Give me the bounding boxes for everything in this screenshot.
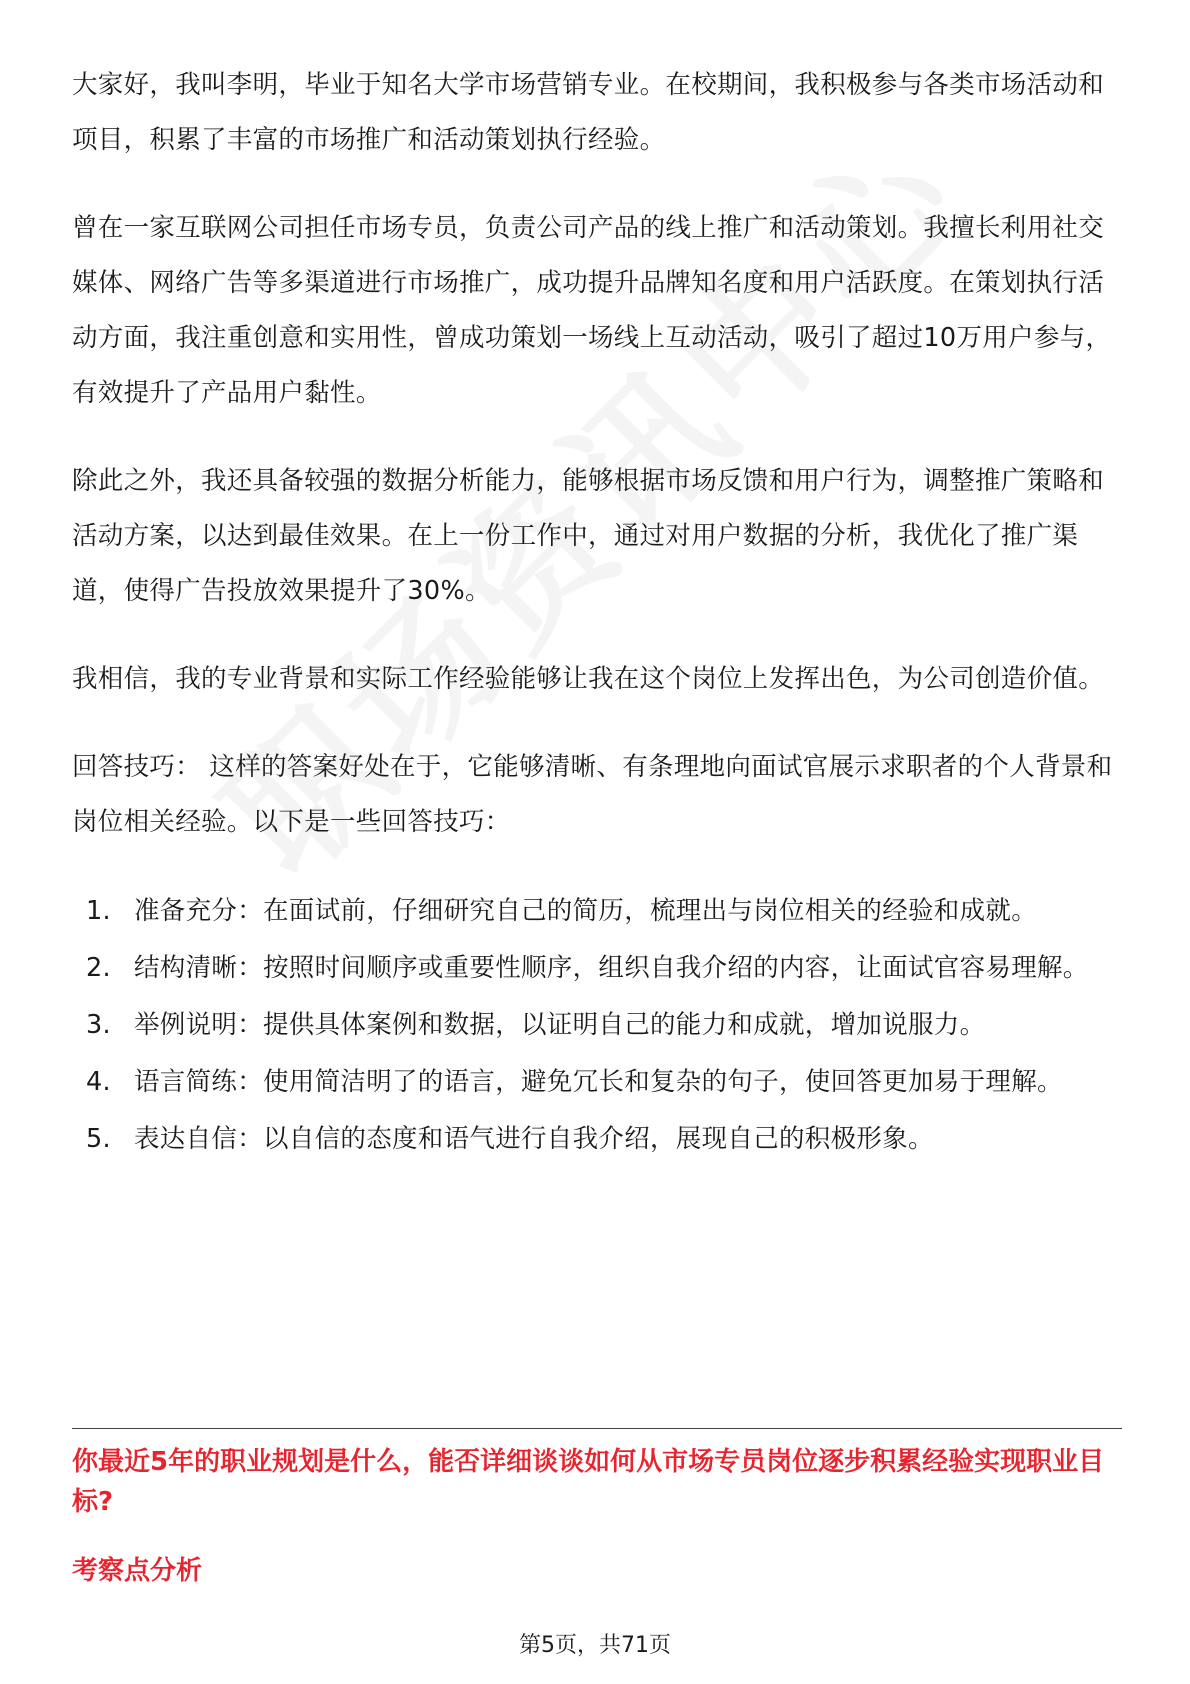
experience-paragraph: 曾在一家互联网公司担任市场专员，负责公司产品的线上推广和活动策划。我擅长利用社交媒体、网络广告等多渠道进行市场推广，成功提升品牌知名度和用户活跃度。在策划执行活动方面，我注重创意和实用性，曾成功策划一场线上互动活动，吸引了超过10万用户参与，有效提升了产品用户黏性。 (72, 213, 1112, 408)
list-item-number: 3. (86, 1010, 111, 1040)
intro-paragraph: 大家好，我叫李明，毕业于知名大学市场营销专业。在校期间，我积极参与各类市场活动和项目，积累了丰富的市场推广和活动策划执行经验。 (72, 70, 1105, 155)
list-item-text: 举例说明：提供具体案例和数据，以证明自己的能力和成就，增加说服力。 (134, 1010, 986, 1040)
answer-tips-list (72, 883, 1122, 1168)
list-item (72, 940, 1122, 997)
list-item-number: 2. (86, 953, 111, 983)
list-item-text: 语言简练：使用简洁明了的语言，避免冗长和复杂的句子，使回答更加易于理解。 (134, 1067, 1063, 1097)
document-body (72, 58, 1122, 1168)
list-item-text: 表达自信：以自信的态度和语气进行自我介绍，展现自己的积极形象。 (134, 1124, 934, 1154)
list-item (72, 883, 1122, 940)
skills-paragraph: 除此之外，我还具备较强的数据分析能力，能够根据市场反馈和用户行为，调整推广策略和活动方案，以达到最佳效果。在上一份工作中，通过对用户数据的分析，我优化了推广渠道，使得广告投放效果提升了30%。 (72, 466, 1105, 606)
list-item-number: 4. (86, 1067, 111, 1097)
list-item-text: 结构清晰：按照时间顺序或重要性顺序，组织自我介绍的内容，让面试官容易理解。 (134, 953, 1089, 983)
list-item-number: 5. (86, 1124, 111, 1154)
list-item-text: 准备充分：在面试前，仔细研究自己的简历，梳理出与岗位相关的经验和成就。 (134, 896, 1038, 926)
interview-question: 你最近5年的职业规划是什么，能否详细谈谈如何从市场专员岗位逐步积累经验实现职业目标? (72, 1447, 1105, 1517)
closing-paragraph: 我相信，我的专业背景和实际工作经验能够让我在这个岗位上发挥出色，为公司创造价值。 (72, 664, 1105, 694)
list-item (72, 1054, 1122, 1111)
answer-tips-intro: 回答技巧： 这样的答案好处在于，它能够清晰、有条理地向面试官展示求职者的个人背景和岗位相关经验。以下是一些回答技巧： (72, 752, 1113, 837)
section-divider (72, 1428, 1122, 1429)
list-item (72, 1111, 1122, 1168)
list-item (72, 997, 1122, 1054)
section-heading: 考察点分析 (72, 1556, 203, 1586)
list-item-number: 1. (86, 896, 111, 926)
page-number: 第5页，共71页 (519, 1633, 671, 1658)
